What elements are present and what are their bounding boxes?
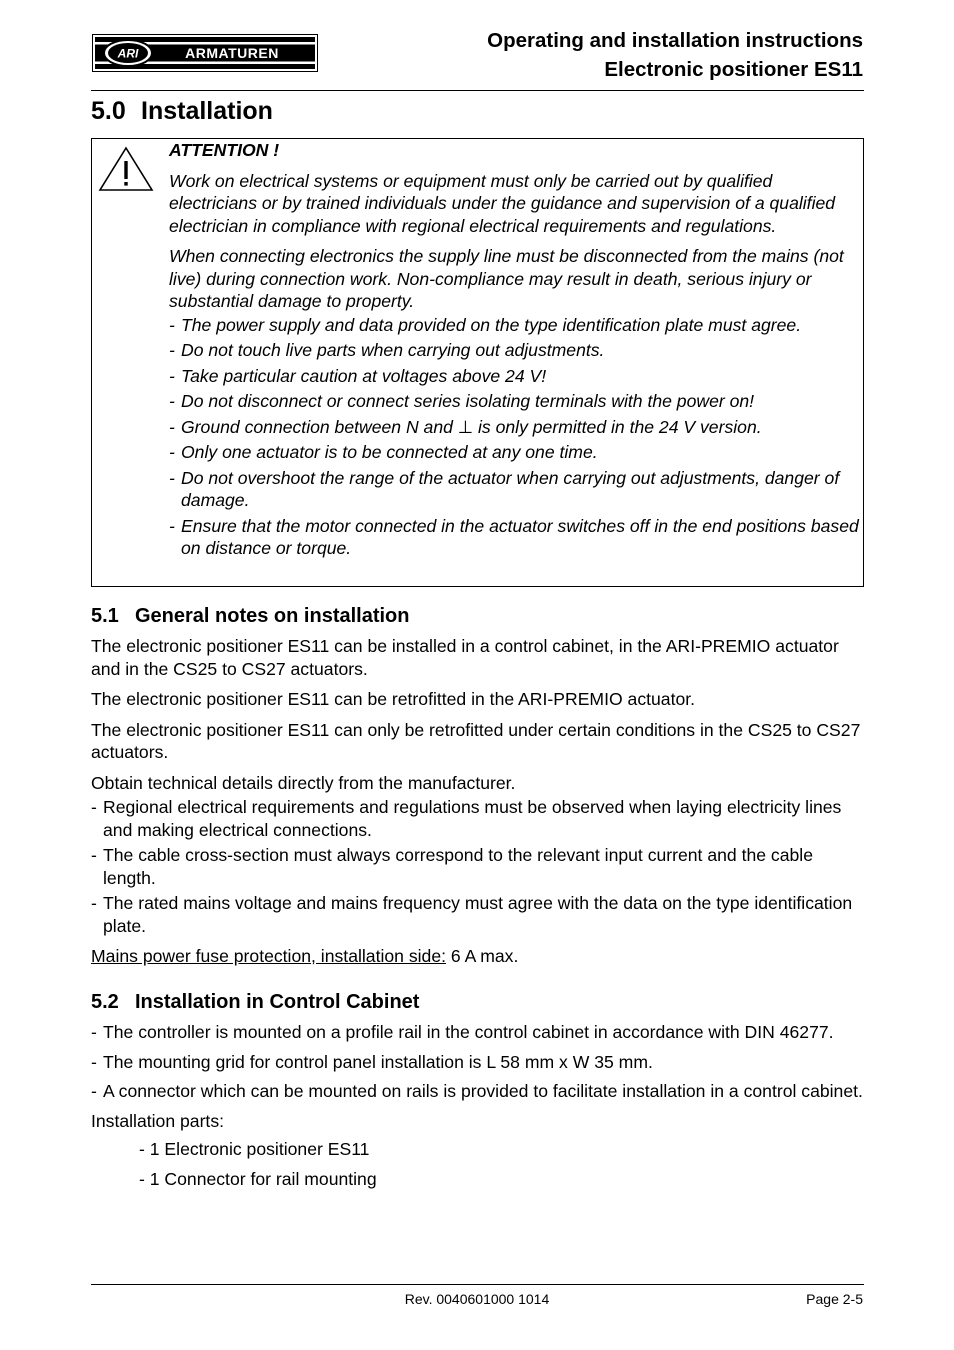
svg-text:ARMATUREN: ARMATUREN	[185, 45, 279, 61]
section-number: 5.2	[91, 991, 119, 1013]
parts-list	[139, 1138, 863, 1190]
footer-divider	[91, 1284, 864, 1285]
list-item: - Ensure that the motor connected in the actuator switches off in the end positions based on distance or torque.	[169, 515, 859, 558]
list-item: - Do not touch live parts when carrying out adjustments.	[169, 340, 605, 360]
section-title: General notes on installation	[135, 605, 410, 627]
list-item: - Do not overshoot the range of the actuator when carrying out adjustments, danger of damage.	[169, 467, 840, 510]
section-5-2	[91, 989, 863, 1197]
list-item: - Take particular caution at voltages above 24 V!	[169, 365, 547, 386]
paragraph: The electronic positioner ES11 can be retrofitted in the ARI-PREMIO actuator.	[91, 689, 696, 709]
list-item: - Only one actuator is to be connected at any one time.	[169, 442, 598, 462]
list-item: - Do not disconnect or connect series isolating terminals with the power on!	[169, 391, 755, 411]
list-item: - 1 Electronic positioner ES11	[139, 1139, 370, 1159]
paragraph: Obtain technical details directly from the manufacturer.	[91, 772, 516, 793]
attention-paragraph-1: Work on electrical systems or equipment must only be carried out by qualified electricians or by trained individuals under the guidance and supervision of a qualified electrician in compliance with regional electrical requirements and regulations.	[169, 170, 836, 236]
attention-paragraph-2: When connecting electronics the supply line must be disconnected from the mains (not live) during connection work. Non-compliance may result in death, serious injury or substantial damage to property.	[169, 246, 844, 311]
cabinet-list	[91, 1021, 863, 1103]
title-line-1: Operating and installation instructions	[487, 29, 863, 52]
list-item: - Ground connection between N and ⊥ is only permitted in the 24 V version.	[169, 416, 762, 437]
section-heading-5-0	[91, 97, 273, 126]
page-number: Page 2-5	[806, 1291, 863, 1307]
list-item: - A connector which can be mounted on rails is provided to facilitate installation in a control cabinet.	[91, 1081, 863, 1101]
list-item: - Regional electrical requirements and regulations must be observed when laying electricity lines and making electrical connections.	[91, 797, 842, 840]
notes-list	[91, 796, 863, 937]
section-title: Installation in Control Cabinet	[135, 991, 420, 1013]
list-item: - The controller is mounted on a profile rail in the control cabinet in accordance with DIN 46277.	[91, 1022, 834, 1042]
title-line-2: Electronic positioner ES11	[604, 58, 863, 81]
paragraph: The electronic positioner ES11 can be installed in a control cabinet, in the ARI-PREMIO actuator and in the CS25 to CS27 actuators.	[91, 636, 839, 679]
section-title: Installation	[141, 97, 273, 125]
section-heading-5-1	[91, 603, 863, 629]
fuse-protection-note	[91, 945, 863, 968]
attention-box	[91, 138, 864, 587]
attention-list	[169, 314, 859, 560]
section-5-1	[91, 603, 863, 976]
document-title	[487, 26, 863, 84]
parts-label: Installation parts:	[91, 1110, 225, 1131]
list-item: - The mounting grid for control panel installation is L 58 mm x W 35 mm.	[91, 1051, 653, 1072]
list-item: - 1 Connector for rail mounting	[139, 1168, 377, 1189]
list-item: - The power supply and data provided on the type identification plate must agree.	[169, 314, 802, 335]
header-divider	[91, 90, 864, 91]
fuse-value: 6 A max.	[446, 946, 519, 966]
paragraph: The electronic positioner ES11 can only be retrofitted under certain conditions in the CS25 to CS27 actuators.	[91, 719, 861, 762]
list-item: - The rated mains voltage and mains frequency must agree with the data on the type identification plate.	[91, 893, 853, 936]
section-number: 5.1	[91, 605, 119, 627]
warning-triangle-icon	[97, 145, 155, 193]
attention-content	[169, 139, 859, 563]
attention-heading: ATTENTION !	[169, 140, 280, 160]
revision-number: Rev. 0040601000 1014	[404, 1291, 550, 1307]
list-item: - The cable cross-section must always correspond to the relevant input current and the cable length.	[91, 845, 813, 888]
fuse-label: Mains power fuse protection, installation side:	[91, 946, 446, 966]
section-heading-5-2	[91, 989, 863, 1015]
section-number: 5.0	[91, 97, 126, 125]
ari-armaturen-logo	[92, 34, 318, 72]
svg-text:ARI: ARI	[117, 46, 139, 61]
